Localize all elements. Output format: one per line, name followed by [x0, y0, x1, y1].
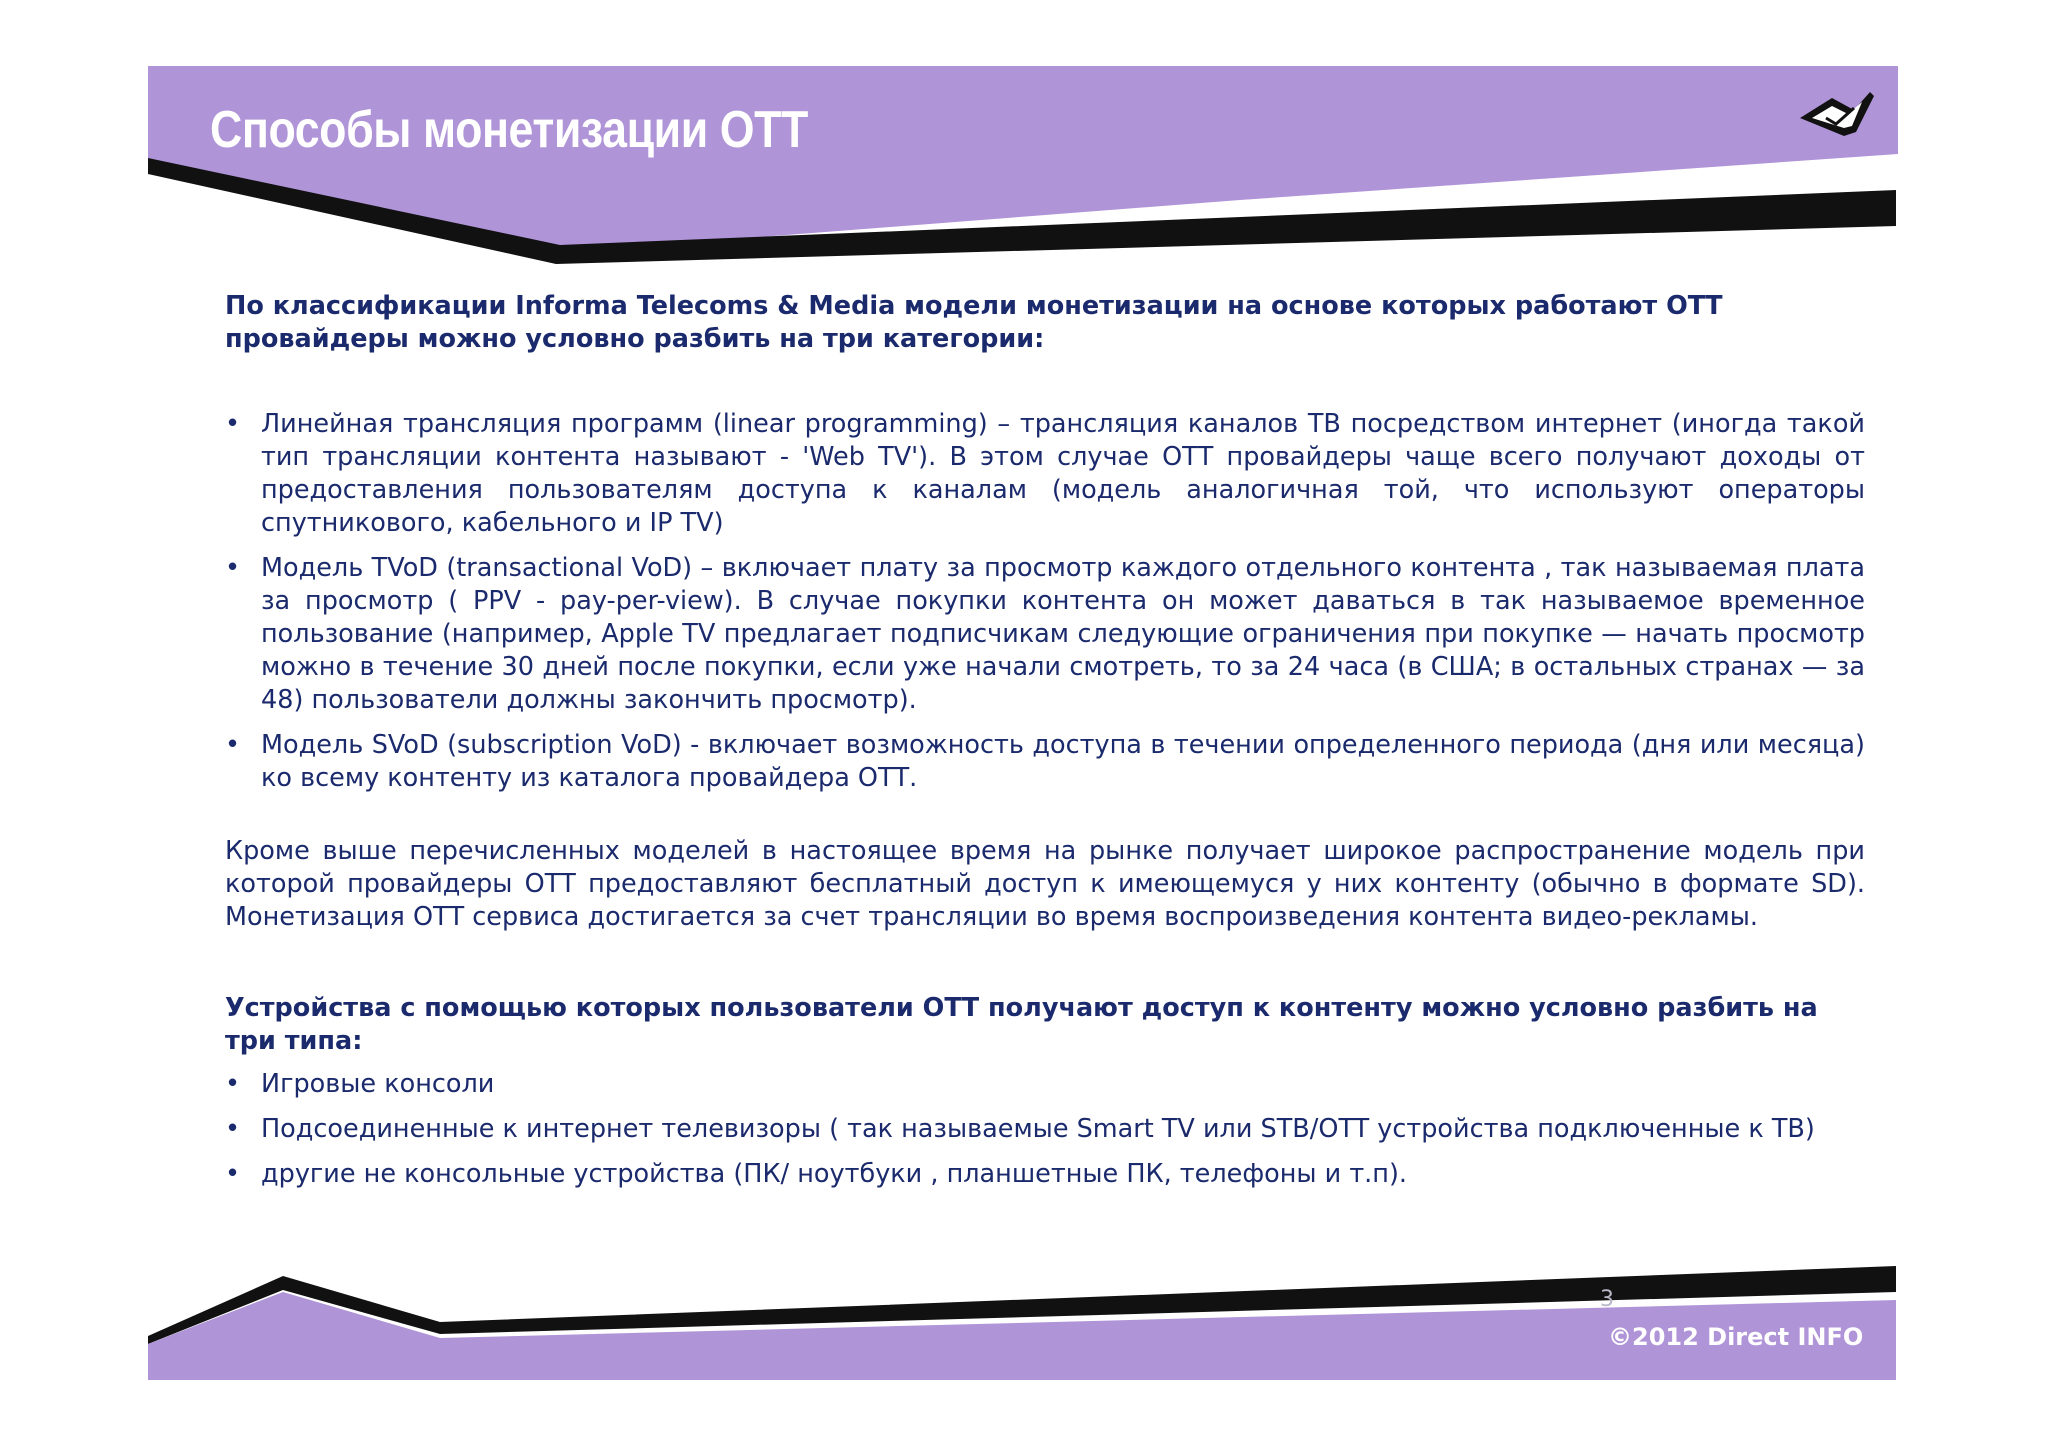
list-item: • Подсоединенные к интернет телевизоры ( так называемые Smart TV или STB/OTT устройства подключенные к ТВ) — [225, 1113, 1865, 1146]
models-list — [225, 408, 1865, 795]
devices-heading: Устройства с помощью которых пользователи ОТТ получают доступ к контенту можно условно разбить на три типа: — [225, 993, 1818, 1056]
free-model-paragraph: Кроме выше перечисленных моделей в настоящее время на рынке получает широкое распространение модель при которой провайдеры ОТТ предоставляют бесплатный доступ к имеющемуся у них контенту (обычно в формате SD). Монетизация ОТТ сервиса достигается за счет трансляции во время воспроизведения контента видео-рекламы. — [225, 836, 1865, 932]
check-envelope-icon — [1796, 84, 1876, 144]
page-title: Способы монетизации ОТТ — [210, 101, 808, 159]
list-item: • Игровые консоли — [225, 1068, 1865, 1101]
list-item: • Линейная трансляция программ (linear programming) – трансляция каналов ТВ посредством интернет (иногда такой тип трансляции контента называют - 'Web TV'). В этом случае ОТТ провайдеры чаще всего получают доходы от предоставления пользователям доступа к каналам (модель аналогичная той, что используют операторы спутникового, кабельного и IP TV) — [225, 408, 1865, 540]
intro-heading: По классификации Informa Telecoms & Media модели монетизации на основе которых работают ОТТ провайдеры можно условно разбить на три категории: — [225, 291, 1723, 354]
list-item: • Модель TVoD (transactional VoD) – включает плату за просмотр каждого отдельного контента , так называемая плата за просмотр ( PPV - pay-per-view). В случае покупки контента он может даваться в так называемое временное пользование (например, Apple TV предлагает подписчикам следующие ограничения при покупке — начать просмотр можно в течение 30 дней после покупки, если уже начали смотреть, то за 24 часа (в США; в остальных странах — за 48) пользователи должны закончить просмотр). — [225, 552, 1865, 717]
list-item: • Модель SVoD (subscription VoD) - включает возможность доступа в течении определенного периода (дня или месяца) ко всему контенту из каталога провайдера ОТТ. — [225, 729, 1865, 795]
slide-content — [225, 290, 1865, 1203]
list-item: • другие не консольные устройства (ПК/ ноутбуки , планшетные ПК, телефоны и т.п). — [225, 1158, 1865, 1191]
page-number: 3 — [1600, 1287, 1614, 1312]
devices-list — [225, 1068, 1865, 1191]
copyright-footer: ©2012 Direct INFO — [1608, 1323, 1864, 1351]
